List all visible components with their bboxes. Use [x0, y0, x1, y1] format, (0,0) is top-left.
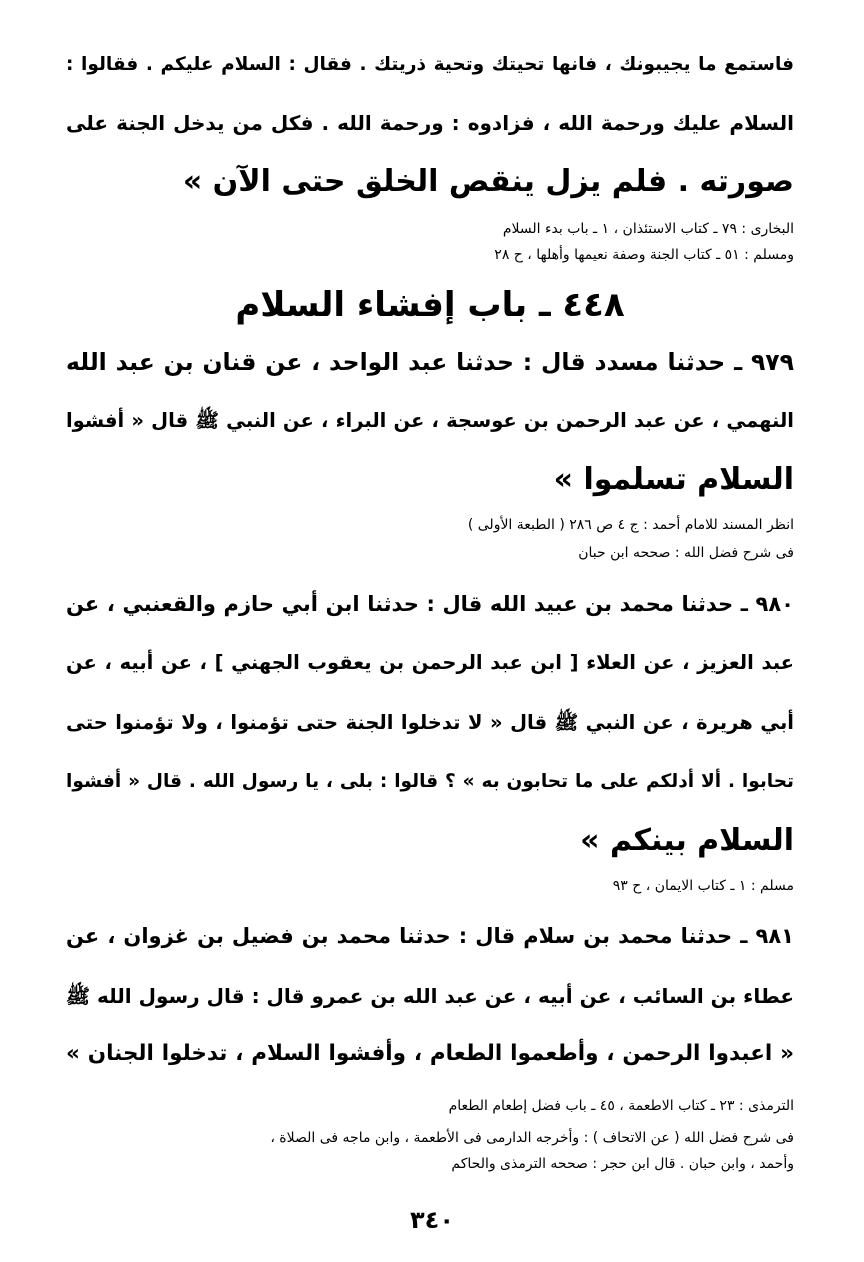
hadith-981-line-1: ٩٨١ ـ حدثنا محمد بن سلام قال : حدثنا محمد بن فضيل بن غزوان ، عن — [66, 924, 794, 948]
reference-note: وأحمد ، وابن حبان . قال ابن حجر : صححه الترمذى والحاكم — [451, 1156, 794, 1172]
reference-note: فى شرح فضل الله : صححه ابن حبان — [578, 545, 794, 561]
reference-note: ومسلم : ٥١ ـ كتاب الجنة وصفة نعيمها وأهلها ، ح ٢٨ — [494, 247, 794, 263]
hadith-979-line-3: السلام تسلموا » — [553, 462, 794, 497]
hadith-981-line-3: « اعبدوا الرحمن ، وأطعموا الطعام ، وأفشوا السلام ، تدخلوا الجنان » — [66, 1041, 794, 1066]
reference-note: مسلم : ١ ـ كتاب الايمان ، ح ٩٣ — [612, 878, 794, 894]
reference-note: فى شرح فضل الله ( عن الاتحاف ) : وأخرجه الدارمى فى الأطعمة ، وابن ماجه فى الصلاة ، — [270, 1130, 794, 1146]
reference-note: انظر المسند للامام أحمد : ج ٤ ص ٢٨٦ ( الطبعة الأولى ) — [467, 517, 794, 533]
top-narration-line-3: صورته . فلم يزل ينقص الخلق حتى الآن » — [182, 164, 794, 199]
top-narration-line-1: فاستمع ما يجيبونك ، فانها تحيتك وتحية ذريتك . فقال : السلام عليكم . فقالوا : — [66, 54, 794, 75]
reference-note: الترمذى : ٢٣ ـ كتاب الاطعمة ، ٤٥ ـ باب فضل إطعام الطعام — [448, 1098, 794, 1114]
hadith-980-line-4: تحابوا . ألا أدلكم على ما تحابون به » ؟ قالوا : بلى ، يا رسول الله . قال « أفشوا — [66, 771, 794, 792]
hadith-980-line-1: ٩٨٠ ـ حدثنا محمد بن عبيد الله قال : حدثنا ابن أبي حازم والقعنبي ، عن — [66, 592, 794, 616]
hadith-981-line-2: عطاء بن السائب ، عن أبيه ، عن عبد الله بن عمرو قال : قال رسول الله ﷺ — [66, 984, 794, 1008]
page-number: ٣٤٠ — [410, 1206, 454, 1234]
hadith-980-line-3: أبي هريرة ، عن النبي ﷺ قال « لا تدخلوا الجنة حتى تؤمنوا ، ولا تؤمنوا حتى — [66, 711, 794, 734]
hadith-979-line-2: النهمي ، عن عبد الرحمن بن عوسجة ، عن البراء ، عن النبي ﷺ قال « أفشوا — [66, 409, 794, 432]
hadith-980-line-2: عبد العزيز ، عن العلاء [ ابن عبد الرحمن بن يعقوب الجهني ] ، عن أبيه ، عن — [66, 651, 794, 674]
top-narration-line-2: السلام عليك ورحمة الله ، فزادوه : ورحمة الله . فكل من يدخل الجنة على — [66, 111, 794, 135]
chapter-heading: ٤٤٨ ـ باب إفشاء السلام — [235, 285, 625, 325]
hadith-979-line-1: ٩٧٩ ـ حدثنا مسدد قال : حدثنا عبد الواحد ، عن قنان بن عبد الله — [66, 348, 794, 376]
hadith-980-line-5: السلام بينكم » — [580, 823, 794, 858]
reference-note: البخارى : ٧٩ ـ كتاب الاستئذان ، ١ ـ باب بدء السلام — [502, 221, 794, 237]
